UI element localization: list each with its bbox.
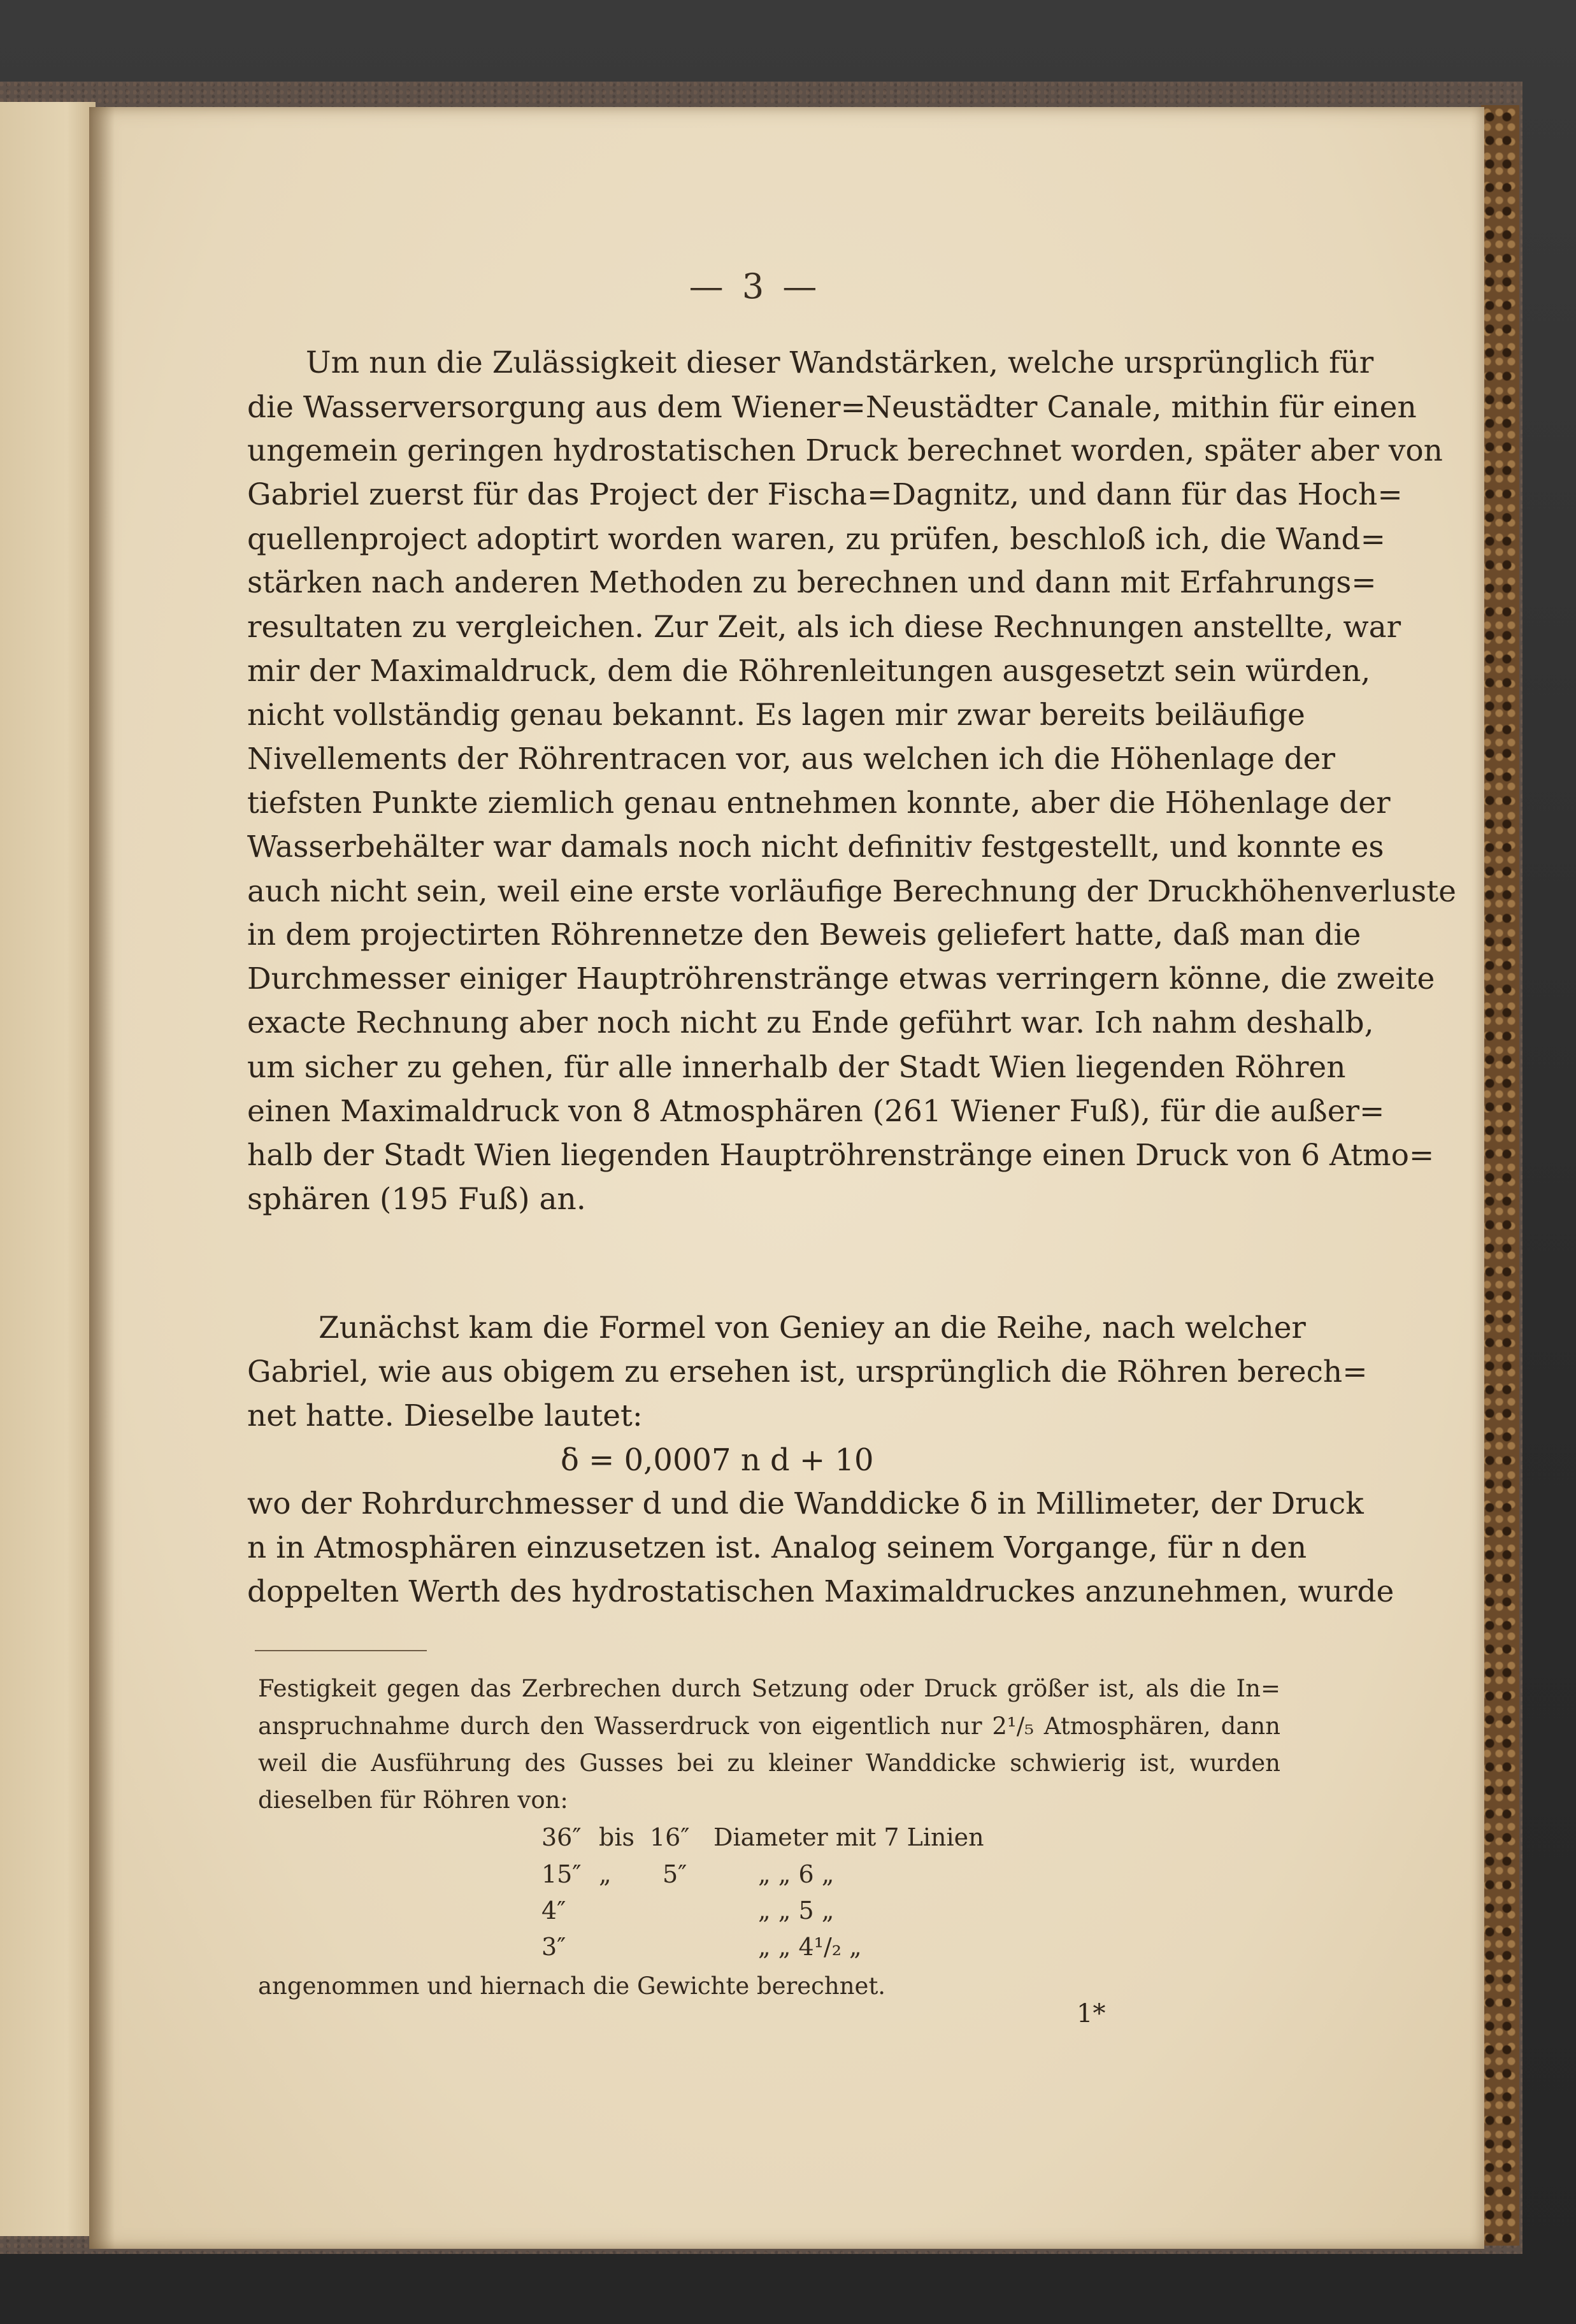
table-cell: 3″: [541, 1933, 566, 1961]
table-cell: 5″: [663, 1860, 687, 1888]
text-line: Um nun die Zulässigkeit dieser Wandstärken, welche ursprünglich für: [306, 345, 1374, 380]
text-line: doppelten Werth des hydrostatischen Maximaldruckes anzunehmen, wurde: [247, 1574, 1394, 1609]
table-cell: „: [599, 1860, 612, 1888]
text-line: Gabriel zuerst für das Project der Fischa=Dagnitz, und dann für das Hoch=: [247, 477, 1403, 512]
table-cell: „ „ 5 „: [758, 1897, 835, 1925]
table-cell: 36″: [541, 1823, 582, 1851]
text-line: quellenproject adoptirt worden waren, zu prüfen, beschloß ich, die Wand=: [247, 522, 1386, 557]
footnote-rule: [255, 1650, 427, 1651]
footnote-closing: angenommen und hiernach die Gewichte berechnet.: [258, 1972, 886, 2000]
table-cell: bis: [599, 1823, 634, 1851]
table-cell: 15″: [541, 1860, 582, 1888]
text-line: Nivellements der Röhrentracen vor, aus welchen ich die Höhenlage der: [247, 742, 1335, 777]
book-page: [89, 107, 1484, 2249]
text-line: wo der Rohrdurchmesser d und die Wanddicke δ in Millimeter, der Druck: [247, 1486, 1364, 1521]
table-cell: 4″: [541, 1897, 566, 1925]
text-line: um sicher zu gehen, für alle innerhalb der Stadt Wien liegenden Röhren: [247, 1050, 1346, 1085]
table-cell: Diameter mit 7 Linien: [713, 1823, 984, 1851]
text-line: tiefsten Punkte ziemlich genau entnehmen konnte, aber die Höhenlage der: [247, 785, 1391, 821]
text-line: net hatte. Dieselbe lautet:: [247, 1398, 643, 1433]
signature-mark: 1*: [1077, 1999, 1106, 2028]
text-line: in dem projectirten Röhrennetze den Beweis geliefert hatte, daß man die: [247, 917, 1361, 952]
footnote-line: weil die Ausführung des Gusses bei zu kleiner Wanddicke schwierig ist, wurden: [258, 1749, 1280, 1777]
text-line: exacte Rechnung aber noch nicht zu Ende geführt war. Ich nahm deshalb,: [247, 1005, 1374, 1040]
previous-page-edge: [0, 102, 96, 2236]
text-line: mir der Maximaldruck, dem die Röhrenleitungen ausgesetzt sein würden,: [247, 654, 1371, 689]
text-line: n in Atmosphären einzusetzen ist. Analog seinem Vorgange, für n den: [247, 1530, 1307, 1565]
text-line: nicht vollständig genau bekannt. Es lagen mir zwar bereits beiläufige: [247, 698, 1305, 733]
page-edge-foxing: [1481, 105, 1519, 2246]
gutter-shadow: [89, 107, 115, 2249]
text-line: ungemein geringen hydrostatischen Druck berechnet worden, später aber von: [247, 433, 1443, 468]
text-line: Gabriel, wie aus obigem zu ersehen ist, ursprünglich die Röhren berech=: [247, 1354, 1368, 1389]
text-line: die Wasserversorgung aus dem Wiener=Neustädter Canale, mithin für einen: [247, 390, 1417, 425]
text-line: stärken nach anderen Methoden zu berechnen und dann mit Erfahrungs=: [247, 565, 1377, 600]
table-cell: 16″: [650, 1823, 690, 1851]
text-line: einen Maximaldruck von 8 Atmosphären (261 Wiener Fuß), für die außer=: [247, 1094, 1385, 1129]
footnote-line: anspruchnahme durch den Wasserdruck von eigentlich nur 2¹/₅ Atmosphären, dann: [258, 1712, 1280, 1740]
text-line: Zunächst kam die Formel von Geniey an die Reihe, nach welcher: [319, 1310, 1306, 1345]
table-cell: „ „ 4¹/₂ „: [758, 1933, 862, 1961]
text-line: Wasserbehälter war damals noch nicht definitiv festgestellt, und konnte es: [247, 829, 1384, 864]
text-line: Durchmesser einiger Hauptröhrenstränge etwas verringern könne, die zweite: [247, 961, 1435, 996]
text-line: sphären (195 Fuß) an.: [247, 1182, 586, 1217]
footnote-line: dieselben für Röhren von:: [258, 1786, 568, 1814]
text-line: resultaten zu vergleichen. Zur Zeit, als ich diese Rechnungen anstellte, war: [247, 610, 1401, 645]
footnote-line: Festigkeit gegen das Zerbrechen durch Setzung oder Druck größer ist, als die In=: [258, 1675, 1280, 1702]
formula: δ = 0,0007 n d + 10: [561, 1442, 874, 1478]
text-line: halb der Stadt Wien liegenden Hauptröhrenstränge einen Druck von 6 Atmo=: [247, 1138, 1435, 1173]
table-cell: „ „ 6 „: [758, 1860, 835, 1888]
page-number: — 3 —: [689, 266, 821, 306]
text-line: auch nicht sein, weil eine erste vorläufige Berechnung der Druckhöhenverluste: [247, 874, 1456, 909]
